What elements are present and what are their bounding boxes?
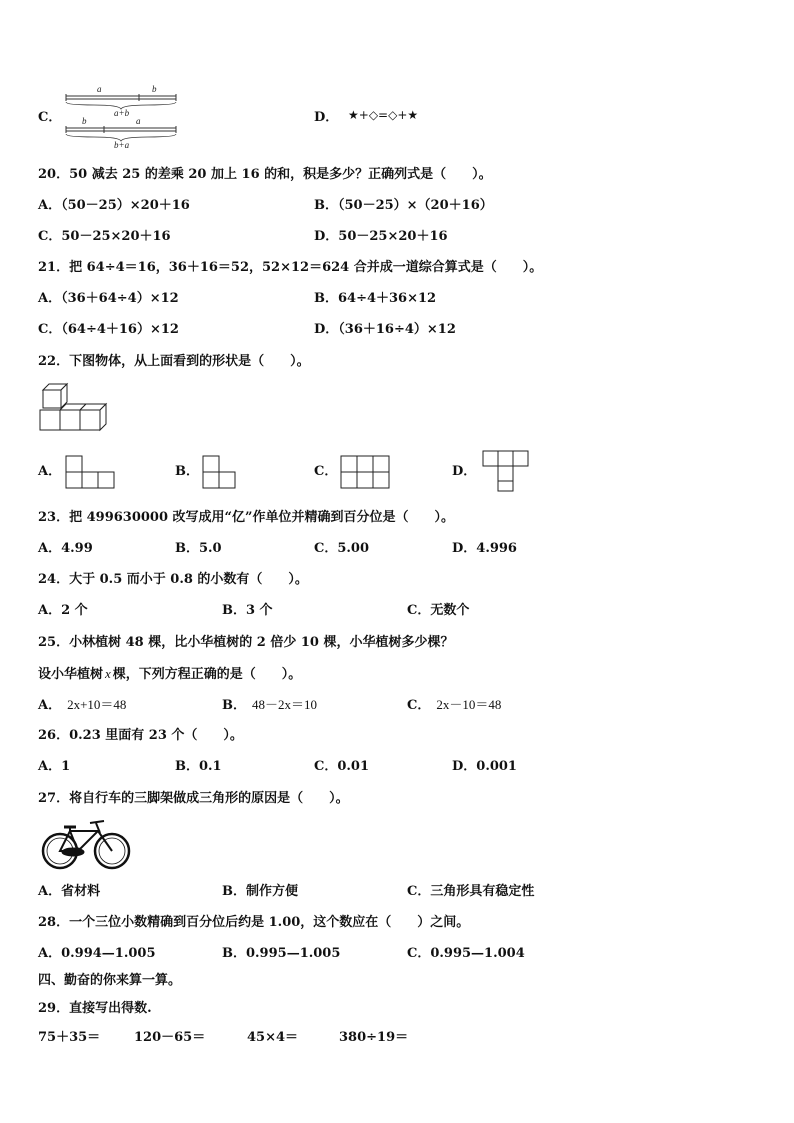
q21-option-a[interactable]: A．（36＋64÷4）×12 bbox=[38, 291, 179, 306]
q27-option-a[interactable]: A．省材料 bbox=[38, 884, 101, 899]
q24-stem: 24．大于 0.5 而小于 0.8 的小数有（ ）。 bbox=[38, 572, 308, 587]
q22-option-a-shape[interactable] bbox=[65, 455, 115, 489]
q29-item-1: 75＋35＝ bbox=[38, 1030, 101, 1045]
q20-option-a[interactable]: A．（50－25）×20＋16 bbox=[38, 198, 190, 213]
q24-option-b[interactable]: B．3 个 bbox=[222, 603, 273, 618]
q28-stem: 28．一个三位小数精确到百分位后约是 1.00，这个数应在（ ）之间。 bbox=[38, 915, 470, 930]
q19-fig-b-bottom: b bbox=[82, 116, 87, 126]
q28-option-c[interactable]: C．0.995—1.004 bbox=[407, 946, 525, 961]
q27-stem: 27．将自行车的三脚架做成三角形的原因是（ ）。 bbox=[38, 791, 349, 806]
q25-stem-line2 bbox=[38, 666, 301, 683]
bicycle-icon bbox=[40, 815, 132, 871]
q19-fig-b-plus-a: b+a bbox=[114, 140, 130, 150]
q27-option-c[interactable]: C．三角形具有稳定性 bbox=[407, 884, 535, 899]
q29-item-3: 45×4＝ bbox=[247, 1030, 299, 1045]
q25-option-a-letter: A． bbox=[38, 698, 62, 713]
q25-stem2-var: x bbox=[105, 666, 111, 681]
q25-stem2-pre: 设小华植树 bbox=[38, 667, 104, 682]
q25-option-c[interactable] bbox=[407, 697, 501, 714]
section-4-title: 四、勤奋的你来算一算。 bbox=[38, 973, 182, 988]
q20-option-b[interactable]: B．（50－25）×（20＋16） bbox=[314, 198, 493, 213]
q19-option-d-letter: D． bbox=[314, 110, 339, 125]
q23-stem: 23．把 499630000 改写成用“亿”作单位并精确到百分位是（ ）。 bbox=[38, 510, 455, 525]
q25-option-b-letter: B． bbox=[222, 698, 246, 713]
q25-option-b-eq: 48－2x＝10 bbox=[252, 697, 318, 712]
q25-option-a[interactable] bbox=[38, 697, 126, 714]
q20-stem: 20．50 减去 25 的差乘 20 加上 16 的和，积是多少？正确列式是（ ）。 bbox=[38, 167, 492, 182]
q23-option-d[interactable]: D．4.996 bbox=[452, 541, 517, 556]
q27-option-b[interactable]: B．制作方便 bbox=[222, 884, 298, 899]
q29-item-2: 120－65＝ bbox=[134, 1030, 206, 1045]
q25-option-a-eq: 2x+10＝48 bbox=[67, 697, 127, 712]
q24-option-a[interactable]: A．2 个 bbox=[38, 603, 88, 618]
q19-fig-a-plus-b: a+b bbox=[114, 108, 130, 118]
q22-option-a-letter[interactable]: A． bbox=[38, 464, 62, 479]
q26-option-d[interactable]: D．0.001 bbox=[452, 759, 517, 774]
q19-fig-a-bottom: a bbox=[136, 116, 141, 126]
q19-option-c-figure bbox=[64, 84, 180, 150]
q22-option-b-shape[interactable] bbox=[202, 455, 236, 489]
q28-option-b[interactable]: B．0.995—1.005 bbox=[222, 946, 341, 961]
q20-option-c[interactable]: C．50－25×20＋16 bbox=[38, 229, 171, 244]
q29-item-4: 380÷19＝ bbox=[339, 1030, 409, 1045]
q21-stem: 21．把 64÷4＝16，36＋16＝52，52×12＝624 合并成一道综合算式是（ ）。 bbox=[38, 260, 543, 275]
q22-stem: 22．下图物体，从上面看到的形状是（ ）。 bbox=[38, 354, 310, 369]
q26-stem: 26．0.23 里面有 23 个（ ）。 bbox=[38, 728, 243, 743]
q28-option-a[interactable]: A．0.994—1.005 bbox=[38, 946, 156, 961]
q25-option-c-letter: C． bbox=[407, 698, 431, 713]
q19-fig-b-top: b bbox=[152, 84, 157, 94]
q26-option-a[interactable]: A．1 bbox=[38, 759, 71, 774]
q22-cube-figure bbox=[38, 380, 110, 436]
q25-stem: 25．小林植树 48 棵，比小华植树的 2 倍少 10 棵，小华植树多少棵？ bbox=[38, 635, 454, 650]
q20-option-d[interactable]: D．50－25×20＋16 bbox=[314, 229, 448, 244]
q24-option-c[interactable]: C．无数个 bbox=[407, 603, 470, 618]
q25-option-c-eq: 2x－10＝48 bbox=[436, 697, 502, 712]
q21-option-d[interactable]: D．（36＋16÷4）×12 bbox=[314, 322, 456, 337]
q22-option-c-letter[interactable]: C． bbox=[314, 464, 338, 479]
q22-option-b-letter[interactable]: B． bbox=[175, 464, 199, 479]
q19-option-d-text: ★+◇=◇+★ bbox=[348, 108, 419, 122]
q19-fig-a-top: a bbox=[97, 84, 102, 94]
q23-option-b[interactable]: B．5.0 bbox=[175, 541, 222, 556]
q22-option-d-shape[interactable] bbox=[482, 450, 532, 492]
q21-option-c[interactable]: C．（64÷4＋16）×12 bbox=[38, 322, 179, 337]
q19-option-c-letter: C． bbox=[38, 110, 62, 125]
q26-option-b[interactable]: B．0.1 bbox=[175, 759, 222, 774]
q25-stem2-post: 棵，下列方程正确的是（ ）。 bbox=[112, 667, 302, 682]
q22-option-c-shape[interactable] bbox=[340, 455, 390, 489]
q21-option-b[interactable]: B．64÷4＋36×12 bbox=[314, 291, 437, 306]
q25-option-b[interactable] bbox=[222, 697, 317, 714]
q29-stem: 29．直接写出得数. bbox=[38, 1001, 152, 1016]
q23-option-c[interactable]: C．5.00 bbox=[314, 541, 370, 556]
q26-option-c[interactable]: C．0.01 bbox=[314, 759, 370, 774]
q22-option-d-letter[interactable]: D． bbox=[452, 464, 477, 479]
q23-option-a[interactable]: A．4.99 bbox=[38, 541, 93, 556]
